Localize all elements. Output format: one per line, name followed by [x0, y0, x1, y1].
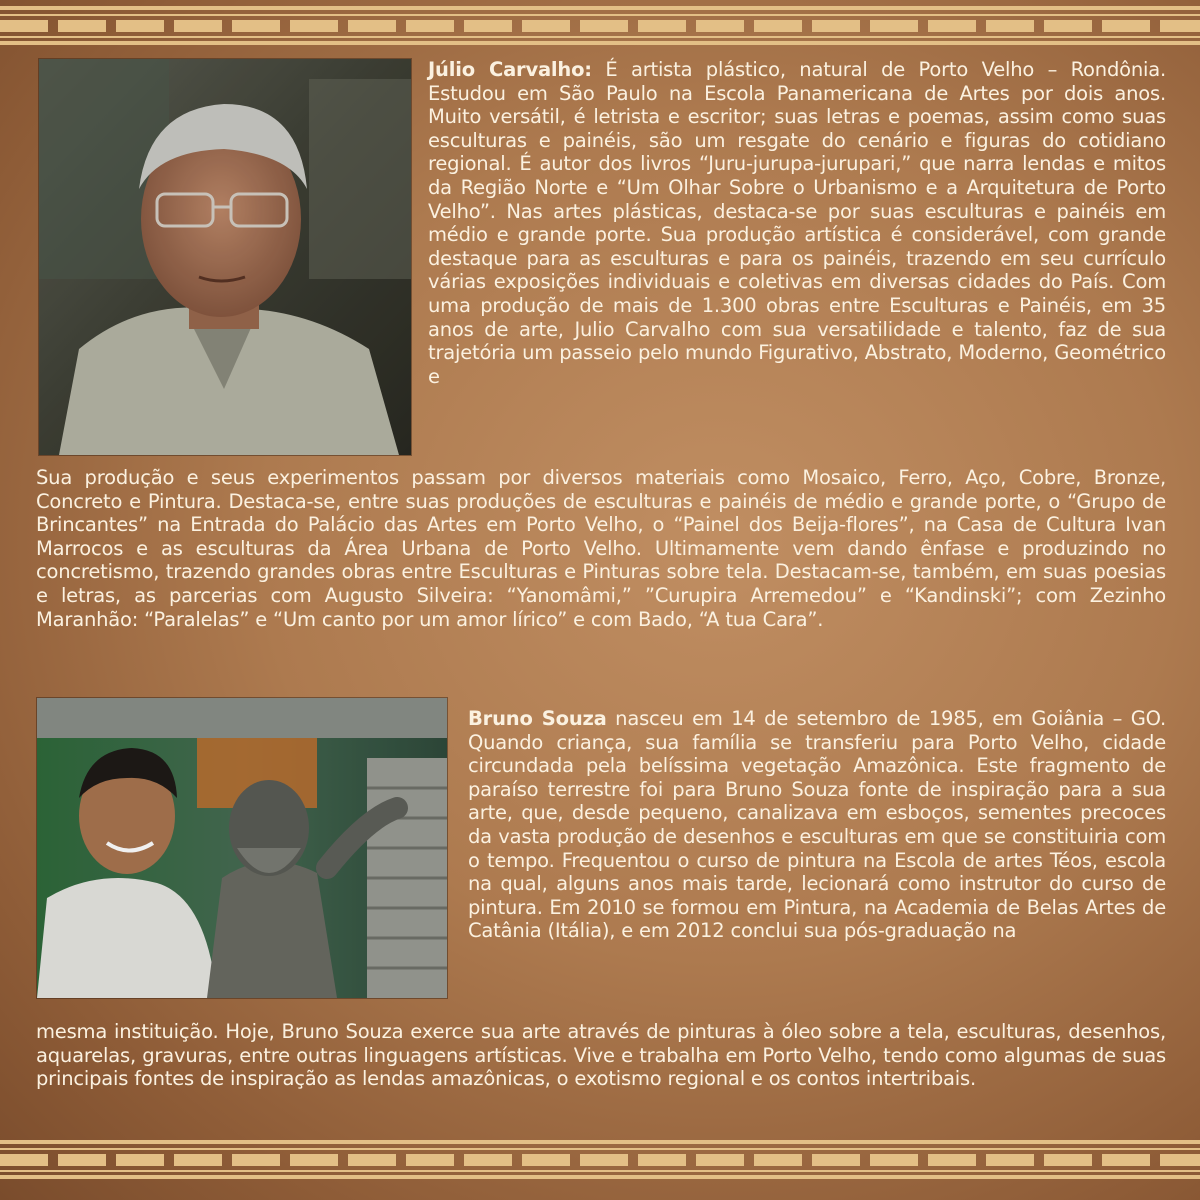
- bottom-border-decoration: [0, 1140, 1200, 1180]
- julio-bio-intro: [428, 58, 1166, 388]
- bruno-name: Bruno Souza: [468, 707, 607, 730]
- bruno-bio-text-1: nasceu em 14 de setembro de 1985, em Goiânia – GO. Quando criança, sua família se transferiu para Porto Velho, cidade circundada pela belíssima vegetação Amazônica. Este fragmento de paraíso terrestre foi para Bruno Souza fonte de inspiração para a sua arte, que, desde pequeno, canalizava em esboços, sementes precoces da vasta produção de desenhos e esculturas em que se constituiria com o tempo. Frequentou o curso de pintura na Escola de artes Téos, escola na qual, alguns anos mais tarde, lecionará como instrutor do curso de pintura. Em 2010 se formou em Pintura, na Academia de Belas Artes de Catânia (Itália), e em 2012 conclui sua pós-graduação na: [468, 707, 1166, 943]
- bruno-bio-intro: [468, 707, 1166, 943]
- julio-bio-continued: Sua produção e seus experimentos passam por diversos materiais como Mosaico, Ferro, Aço, Cobre, Bronze, Concreto e Pintura. Destaca-se, entre suas produções de esculturas e painéis de médio e grande porte, o “Grupo de Brincantes” na Entrada do Palácio das Artes em Porto Velho, o “Painel dos Beija-flores”, na Casa de Cultura Ivan Marrocos e as esculturas da Área Urbana de Porto Velho. Ultimamente vem dando ênfase e produzindo no concretismo, trazendo grandes obras entre Esculturas e Pinturas sobre tela. Destacam-se, também, em suas poesias e letras, as parcerias com Augusto Silveira: “Yanomâmi,” ”Curupira Arremedou” e “Kandinski”; com Zezinho Maranhão: “Paralelas” e “Um canto por um amor lírico” e com Bado, “A tua Cara”.: [36, 466, 1166, 631]
- top-border-decoration: [0, 6, 1200, 46]
- julio-bio-text-1: É artista plástico, natural de Porto Velho – Rondônia. Estudou em São Paulo na Escola Panamericana de Artes por dois anos. Muito versátil, é letrista e escritor; suas letras e poemas, assim como suas esculturas e painéis, são um resgate do cenário e figuras do cotidiano regional. É autor dos livros “Juru-jurupa-jurupari,” que narra lendas e mitos da Região Norte e “Um Olhar Sobre o Urbanismo e a Arquitetura de Porto Velho”. Nas artes plásticas, destaca-se por suas esculturas e painéis em médio e grande porte. Sua produção artística é considerável, com grande destaque para as esculturas e para os painéis, trazendo em seu currículo várias exposições individuais e coletivas em diversas cidades do País. Com uma produção de mais de 1.300 obras entre Esculturas e Painéis, em 35 anos de arte, Julio Carvalho com sua versatilidade e talento, faz de sua trajetória um passeio pelo mundo Figurativo, Abstrato, Moderno, Geométrico e: [428, 58, 1166, 388]
- bruno-souza-photo: [36, 697, 448, 999]
- julio-name: Júlio Carvalho:: [428, 58, 592, 81]
- julio-carvalho-photo: [38, 58, 412, 456]
- bruno-bio-continued: mesma instituição. Hoje, Bruno Souza exerce sua arte através de pinturas à óleo sobre a tela, esculturas, desenhos, aquarelas, gravuras, entre outras linguagens artísticas. Vive e trabalha em Porto Velho, tendo como algumas de suas principais fontes de inspiração as lendas amazônicas, o exotismo regional e os contos intertribais.: [36, 1020, 1166, 1091]
